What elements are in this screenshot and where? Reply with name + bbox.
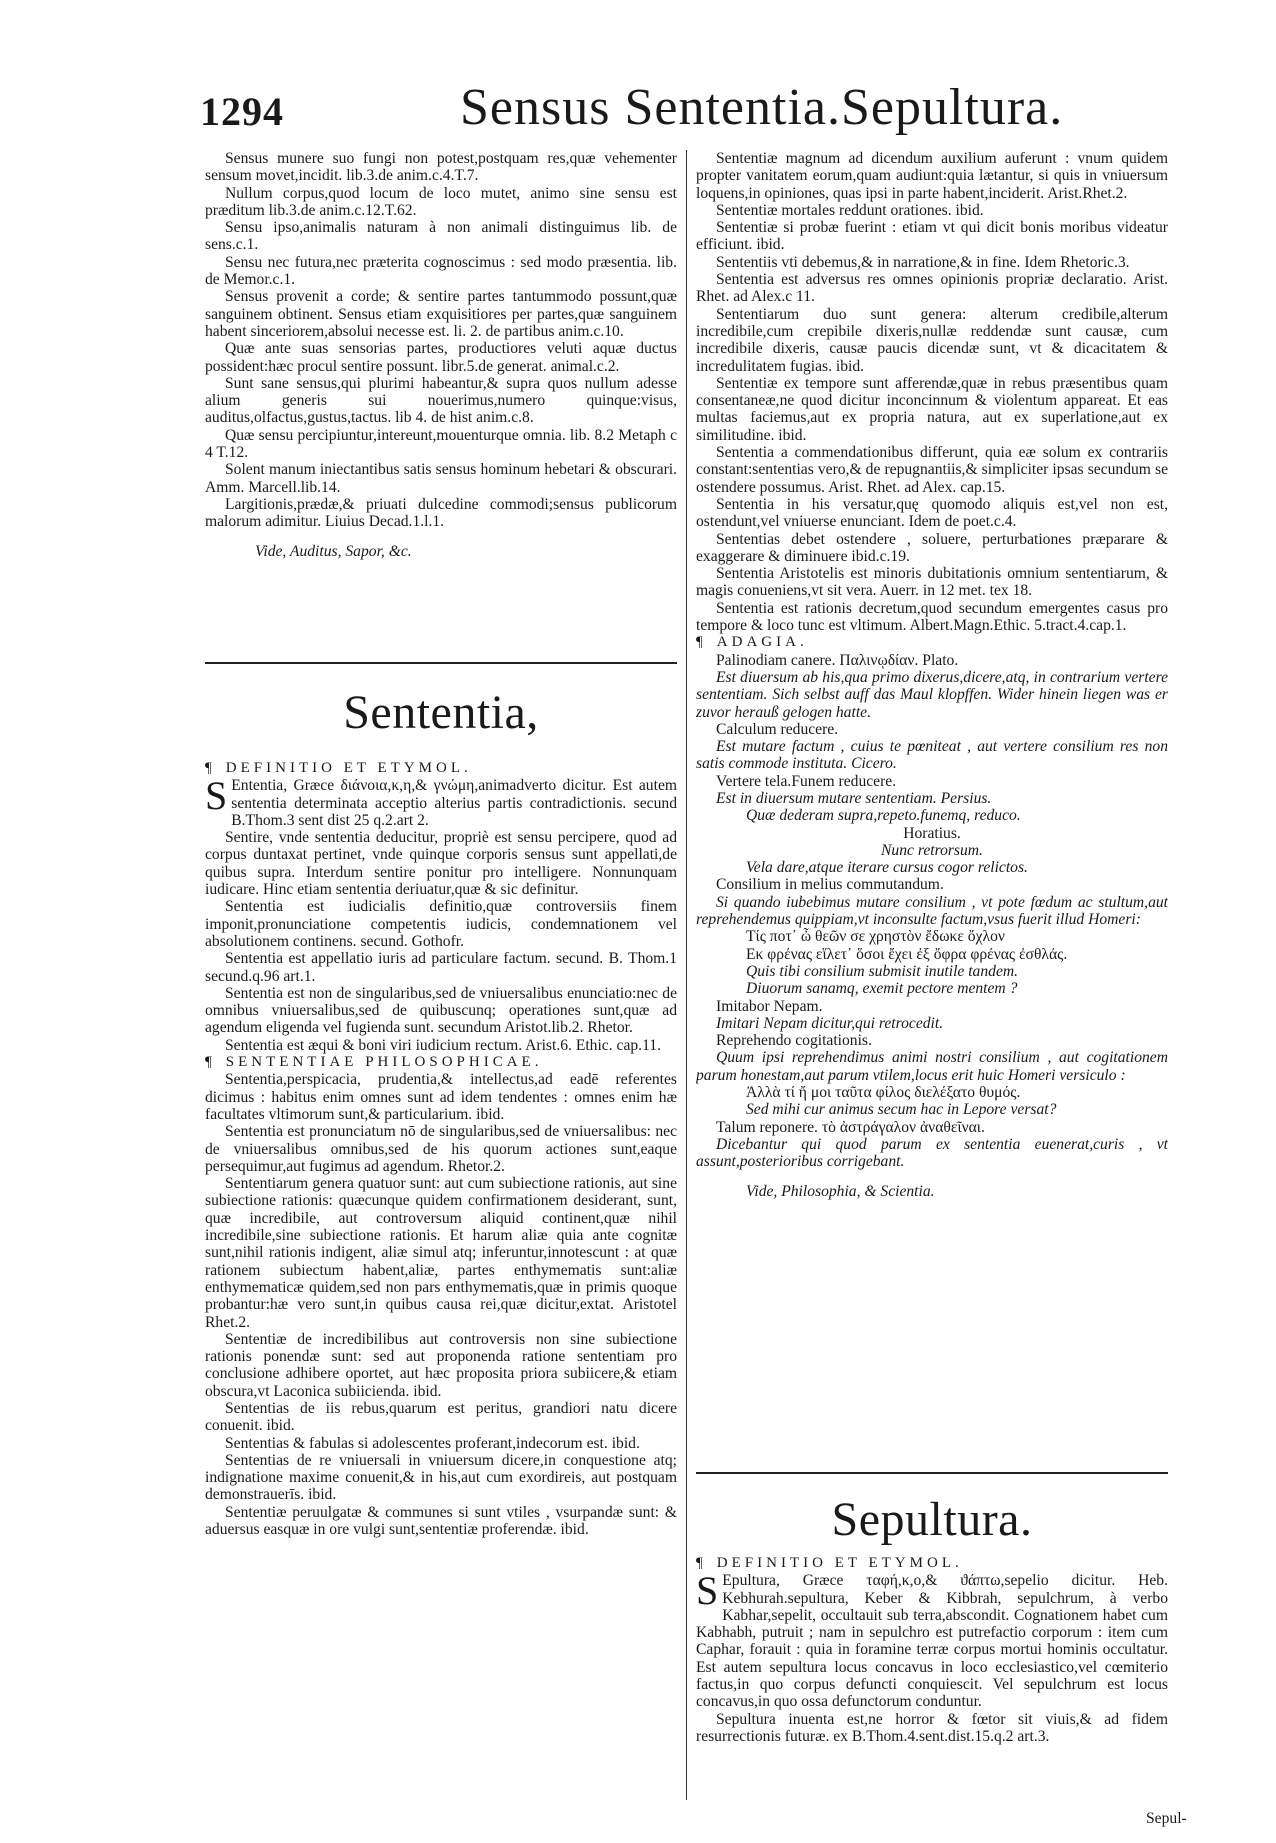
drop-cap: S: [205, 773, 228, 819]
paragraph: Sententiæ mortales reddunt orationes. ibid.: [716, 201, 984, 219]
drop-cap: S: [696, 1568, 719, 1614]
adage: Si quando iubebimus mutare consilium , vt pote fœdum ac stultum,aut reprehendemus quippiam,vt inconsulte factum,vsus fuerit illud Homeri:: [696, 893, 1168, 929]
paragraph: Solent manum iniectantibus satis sensus hominum hebetari & obscurari. Amm. Marcell.lib.14.: [205, 461, 677, 496]
adage: Quæ dederam supra,repeto.funemq, reduco.: [746, 807, 1021, 825]
paragraph: Sententiarum genera quatuor sunt: aut cum subiectione rationis, aut sine subiectione rationis: quæcunque quidem confirmationem desiderant, sunt, quæ incredibile, aut controversum aliquid continent,quæ nihil incredibile,sine subiectione rationis. Et harum aliæ quia ante cognitæ sunt,nihil rationis indigent, aliæ simul atq; inferuntur,innotescunt : at quæ rationem subiectum habent,aliæ, partes enthymematis sunt:aliæ enthymematicæ quidem,sed non pars enthymematis,quæ in primis quoque probantur:hæ vero sunt,in quibus causa rei,quæ dicitur,extat. Aristotel Rhet.2.: [205, 1175, 677, 1331]
paragraph: Sententia a commendationibus differunt, quia eæ solum ex contrariis constant:sententias vero,& de repugnantiis,& simpliciter ipsas secundum se ostendere possumus. Arist. Rhet. ad Alex. cap.15.: [696, 444, 1168, 496]
paragraph: Sententias de re vniuersali in vniuersum dicere,in conquestione atq; indignatione maxime conuenit,& in his,aut cum exordireis, aut postquam demonstrauerīs. ibid.: [205, 1451, 677, 1504]
paragraph: Sententiarum duo sunt genera: alterum credibile,alterum incredibile,cum crepibile dixeris,nullæ reddendæ sunt causæ, cum incredibile dixeris, causæ paucis dicendæ sunt, vt & dicacitatem & incredulitatem fugias. ibid.: [696, 305, 1168, 375]
sepultura-heading: Sepultura.: [831, 1493, 1033, 1546]
paragraph: Sententia Aristotelis est minoris dubitationis omnium sententiarum, & magis conueniens,vt sit vera. Auerr. in 12 met. tex 18.: [696, 565, 1168, 600]
adage: Sed mihi cur animus secum hac in Lepore versat?: [746, 1101, 1057, 1119]
adage: Imitari Nepam dicitur,qui retrocedit.: [716, 1014, 944, 1032]
sepultura-section: [696, 1555, 1168, 1805]
adage: Est diuersum ab his,qua primo dixerus,dicere,atq, in contrarium vertere sententiam. Sich selbst auff das Maul klopffen. Wider hinein liegen was er zuvor herauß gelogen hatte.: [696, 668, 1168, 721]
paragraph: Nullum corpus,quod locum de loco mutet, animo sine sensu est præditum lib.3.de anim.c.12.T.62.: [205, 184, 677, 219]
paragraph: Sensus munere suo fungi non potest,postquam res,quæ vehementer sensum movet,incidit. lib.3.de anim.c.4.T.7.: [205, 150, 677, 185]
paragraph: Sepultura inuenta est,ne horror & fœtor sit viuis,& ad fidem resurrectionis futuræ. ex B.Thom.4.sent.dist.15.q.2 art.3.: [696, 1710, 1168, 1745]
paragraph: Sensu ipso,animalis naturam à non animali distinguimus lib. de sens.c.1.: [205, 219, 677, 254]
catchword: Sepul-: [1146, 1810, 1187, 1827]
paragraph: Sensu nec futura,nec præterita cognoscimus : sed modo præsentia. lib. de Memor.c.1.: [205, 253, 677, 289]
adage: Diuorum sanamq, exemit pectore mentem ?: [746, 980, 1018, 998]
paragraph-mark-icon: ¶: [205, 1054, 216, 1071]
adage: Vela dare,atque iterare cursus cogor relictos.: [746, 859, 1028, 877]
paragraph: Sententias debet ostendere , soluere, perturbationes præparare & exaggerare & diminuere ibid.c.19.: [696, 530, 1168, 565]
cross-reference: Vide, Auditus, Sapor, &c.: [255, 542, 412, 560]
adage: Τίς ποτ᾽ ὦ θεῶν σε χρηστὸν ἔδωκε ὄχλον: [746, 928, 1005, 946]
adage: Nunc retrorsum.: [881, 841, 983, 859]
philosophicae-heading: ¶ SENTENTIAE PHILOSOPHICAE.: [205, 1054, 543, 1071]
paragraph: Sensus provenit a corde; & sentire partes tantummodo possunt,quæ sanguinem obtinent. Sensus etiam exquisitiores per partes,quæ sanguinem habent sinceriorem,absolui necesse est. li. 2. de partibus anim.c.10.: [205, 288, 677, 340]
adage: Εκ φρένας εἵλετ᾽ ὅσοι ἔχει ἐξ ὄφρα φρένας ἐσθλάς.: [746, 945, 1068, 963]
sensus-section: [205, 150, 677, 670]
adage: Dicebantur qui quod parum ex sententia euenerat,curis , vt assunt,posterioribus corrigebant.: [696, 1135, 1168, 1171]
adage: Horatius.: [903, 824, 961, 842]
paragraph: Sententiæ magnum ad dicendum auxilium auferunt : vnum quidem propter vanitatem eorum,quam audiunt:quia lætantur, si quis in vniuersum loquens,in opiniones, quas ipsi in parte habent,inciderit. Arist.Rhet.2.: [696, 150, 1168, 202]
adage: Reprehendo cogitationis.: [716, 1032, 872, 1050]
paragraph: S Epultura, Græce ταφή,κ,ο,& ϑάπτω,sepelio dicitur. Heb. Kebhurah.sepultura, Keber & Kibbrah, sepulchrum, à verbo Kabhar,sepelit, occultauit sub terra,abscondit. Cognationem habet cum Kabhabh, putruit ; nam in sepulchro est putrefactio corporum : item cum Caphar, forauit : quia in foramine terræ corpus mortui hominis occultatur. Est autem sepultura locus concavus in loco ecclesiastico,vel cœmiterio factus,in quo corpus defuncti conquiescit. Vel sepulchrum est locus concavus,in quo ossa defunctorum conduntur.: [696, 1568, 1168, 1711]
paragraph-mark-icon: ¶: [696, 634, 707, 651]
adage: Quum ipsi reprehendimus animi nostri consilium , aut cogitationem parum honestam,aut parum vtilem,locus erit huic Homeri versiculo :: [696, 1049, 1168, 1084]
adage: Talum reponere. τὸ ἀστράγαλον ἀναθεῖναι.: [716, 1118, 985, 1136]
paragraph: Sententiis vti debemus,& in narratione,& in fine. Idem Rhetoric.3.: [716, 253, 1130, 271]
section-rule: [696, 1472, 1168, 1474]
paragraph: Sentire, vnde sententia deducitur, propriè est sensu percipere, quod ad corpus duntaxat pertinet, vnde quinque corporis sensus sunt appellati,de quibus supra. Interdum sentire ponitur pro intelligere. Nonnunquam iudicare. Hinc etiam sententia deriuatur,quæ & sic definitur.: [205, 829, 677, 899]
sententia-section: [205, 760, 677, 1800]
paragraph: Sententia est rationis decretum,quod secundum emergentes casus pro tempore & loco tunc est vltimum. Albert.Magn.Ethic. 5.tract.4.cap.1.: [696, 599, 1168, 635]
paragraph: S Ententia, Græce διάνοια,κ,η,& γνώμη,animadverto dicitur. Est autem sententia determinata acceptio alterius partis contradictionis. secund B.Thom.3 sent dist 25 q.2.art 2.: [205, 773, 677, 829]
adage: Est mutare factum , cuius te pœniteat , aut vertere consilium res non satis commode instituta. Cicero.: [696, 738, 1168, 773]
cross-reference: Vide, Philosophia, & Scientia.: [746, 1182, 935, 1200]
paragraph: Sententiæ peruulgatæ & communes si sunt vtiles , vsurpandæ sunt: & aduersus easquæ in ore vulgi sunt,sententiæ proferendæ. ibid.: [205, 1503, 677, 1539]
paragraph: Sententiæ ex tempore sunt afferendæ,quæ in rebus præsentibus quam consentaneæ,ne quod dicitur inconcinnum & violentum appareat. Et eas multas faciemus,aut ex propria natura, aut ex superlatione,aut ex similitudine. ibid.: [696, 374, 1168, 444]
paragraph: Sententia est iudicialis definitio,quæ controversiis finem imponit,pronunciatione competentis iudicis, condemnationem vel absolutionem continens. secund. Gothofr.: [205, 898, 677, 950]
definitio-heading: ¶ DEFINITIO ET ETYMOL.: [696, 1555, 963, 1571]
adage: Imitabor Nepam.: [716, 997, 823, 1015]
paragraph: Sententia in his versatur,quę quomodo aliquis est,vel non est, ostendunt,vel vniuerse enunciant. Idem de poet.c.4.: [696, 495, 1168, 531]
paragraph: Sententias & fabulas si adolescentes proferant,indecorum est. ibid.: [225, 1434, 640, 1452]
paragraph: Sententiæ de incredibilibus aut controversis non sine subiectione rationis ponendæ sunt: sed aut proponenda ratione sententiam pro conclusione adhibere oportet, aut hæc proposita priora subiicere,& etiam obscura,vt Laconica subiicienda. ibid.: [205, 1330, 677, 1400]
paragraph: Sententia est pronunciatum nō de singularibus,sed de vniuersalibus: nec de vniuersalibus omnibus,sed de his quorum actiones sunt,eaque persequimur,aut fugimus ad agendum. Rhetor.2.: [205, 1123, 677, 1175]
paragraph: Sententia,perspicacia, prudentia,& intellectus,ad eadē referentes dicimus : habitus enim omnes sunt ad idem tendentes : omnes enim hæ facultates vltimorum sunt,& particularium. ibid.: [205, 1071, 677, 1123]
paragraph: Sententia est æqui & boni viri iudicium rectum. Arist.6. Ethic. cap.11.: [225, 1036, 661, 1054]
paragraph: Largitionis,prædæ,& priuati dulcedine commodi;sensus publicorum malorum adimitur. Liuius Decad.1.l.1.: [205, 495, 677, 531]
running-title: Sensus Sententia.Sepultura.: [460, 79, 1064, 136]
definitio-heading: ¶ DEFINITIO ET ETYMOL.: [205, 760, 472, 776]
adage: Ἀλλὰ τί ἤ μοι ταῦτα φίλος διελέξατο θυμός.: [746, 1084, 1021, 1102]
paragraph-mark-icon: ¶: [696, 1555, 707, 1571]
adagia-heading: ¶ ADAGIA.: [696, 634, 808, 651]
adage: Calculum reducere.: [716, 720, 839, 738]
column-divider: [686, 150, 687, 1800]
paragraph-mark-icon: ¶: [205, 760, 216, 776]
paragraph: Sententias de iis rebus,quarum est peritus, grandiori natu dicere conuenit. ibid.: [205, 1399, 677, 1435]
adage: Est in diuersum mutare sententiam. Persius.: [716, 789, 992, 807]
adage: Vertere tela.Funem reducere.: [716, 772, 897, 790]
paragraph: Quæ sensu percipiuntur,intereunt,mouenturque omnia. lib. 8.2 Metaph c 4 T.12.: [205, 426, 677, 462]
paragraph: Sententia est adversus res omnes opinionis propriæ declaratio. Arist. Rhet. ad Alex.c 11.: [696, 271, 1168, 306]
page-number: 1294: [200, 89, 284, 134]
paragraph: Quæ ante suas sensorias partes, productiores veluti aquæ ductus possident:hæc procul sentire possunt. libr.5.de generat. animal.c.2.: [205, 340, 677, 375]
adage: Quis tibi consilium submisit inutile tandem.: [746, 962, 1019, 980]
section-rule: [205, 662, 677, 664]
paragraph: Sententiæ si probæ fuerint : etiam vt qui dicit bonis moribus videatur efficiunt. ibid.: [696, 219, 1168, 254]
adage: Consilium in melius commutandum.: [716, 876, 944, 894]
paragraph: Sententia est non de singularibus,sed de vniuersalibus enunciatio:nec de omnibus vniuersalibus,sed de quibuscunq; operationes sunt,quæ ad agendum eligenda vel fugienda sunt. secundum Aristot.lib.2. Rhetor.: [205, 984, 677, 1037]
sententia-heading: Sententia,: [343, 686, 539, 739]
paragraph: Sunt sane sensus,qui plurimi habeantur,& supra quos nullum adesse alium generis sui nouerimus,numero quinque:visus, auditus,olfactus,gustus,tactus. lib 4. de hist anim.c.8.: [205, 374, 677, 427]
sententia-continued-section: [696, 150, 1168, 1470]
paragraph: Sententia est appellatio iuris ad particulare factum. secund. B. Thom.1 secund.q.96 art.1.: [205, 950, 677, 985]
adage: Palinodiam canere. Παλινῳδίαν. Plato.: [716, 651, 959, 669]
